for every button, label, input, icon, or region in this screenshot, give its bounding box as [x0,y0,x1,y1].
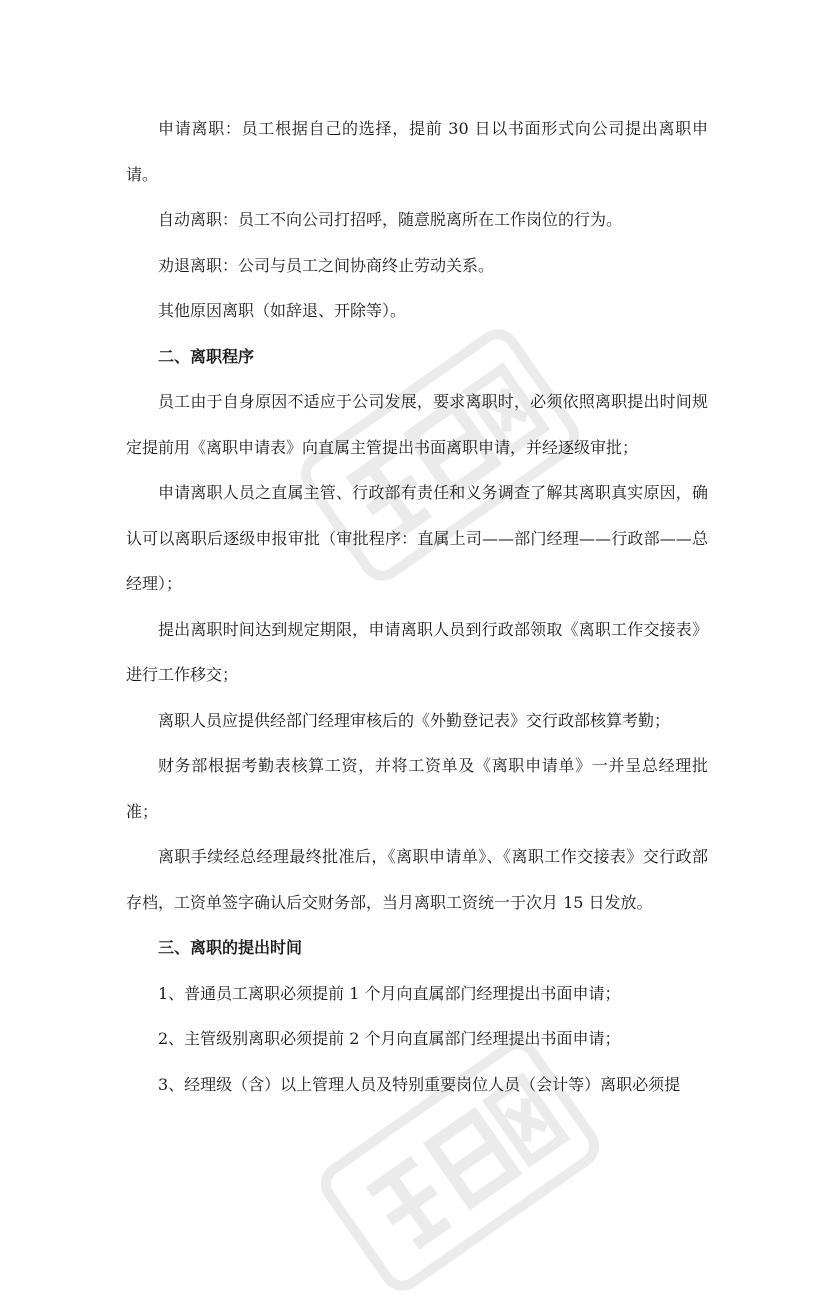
list-item: 3、经理级（含）以上管理人员及特别重要岗位人员（会计等）离职必须提 [158,1074,681,1094]
section-heading: 三、离职的提出时间 [158,938,303,957]
paragraph: 提出离职时间达到规定期限，申请离职人员到行政部领取《离职工作交接表》进行工作移交； [126,619,708,684]
paragraph: 离职人员应提供经部门经理审核后的《外勤登记表》交行政部核算考勤； [158,710,671,730]
section-heading: 二、离职程序 [158,346,255,366]
paragraph: 财务部根据考勤表核算工资，并将工资单及《离职申请单》一并呈总经理批准； [126,756,708,821]
paragraph: 其他原因离职（如辞退、开除等）。 [158,301,407,320]
paragraph: 劝退离职：公司与员工之间协商终止劳动关系。 [158,255,495,275]
paragraph: 员工由于自身原因不适应于公司发展，要求离职时，必须依照离职提出时间规定提前用《离职申请表》向直属主管提出书面离职申请，并经逐级审批； [126,392,708,457]
list-item: 2、主管级别离职必须提前 2 个月向直属部门经理提出书面申请； [158,1029,621,1048]
paragraph: 申请离职人员之直属主管、行政部有责任和义务调查了解其离职真实原因，确认可以离职后逐级申报审批（审批程序：直属上司——部门经理——行政部——总经理）； [126,483,708,593]
paragraph: 自动离职：员工不向公司打招呼，随意脱离所在工作岗位的行为。 [158,210,623,229]
document-body [126,106,708,1107]
paragraph: 离职手续经总经理最终批准后，《离职申请单》、《离职工作交接表》交行政部存档，工资单签字确认后交财务部，当月离职工资统一于次月 15 日发放。 [126,847,708,912]
list-item: 1、普通员工离职必须提前 1 个月向直属部门经理提出书面申请； [158,983,621,1003]
paragraph: 申请离职：员工根据自己的选择，提前 30 日以书面形式向公司提出离职申请。 [126,119,708,184]
